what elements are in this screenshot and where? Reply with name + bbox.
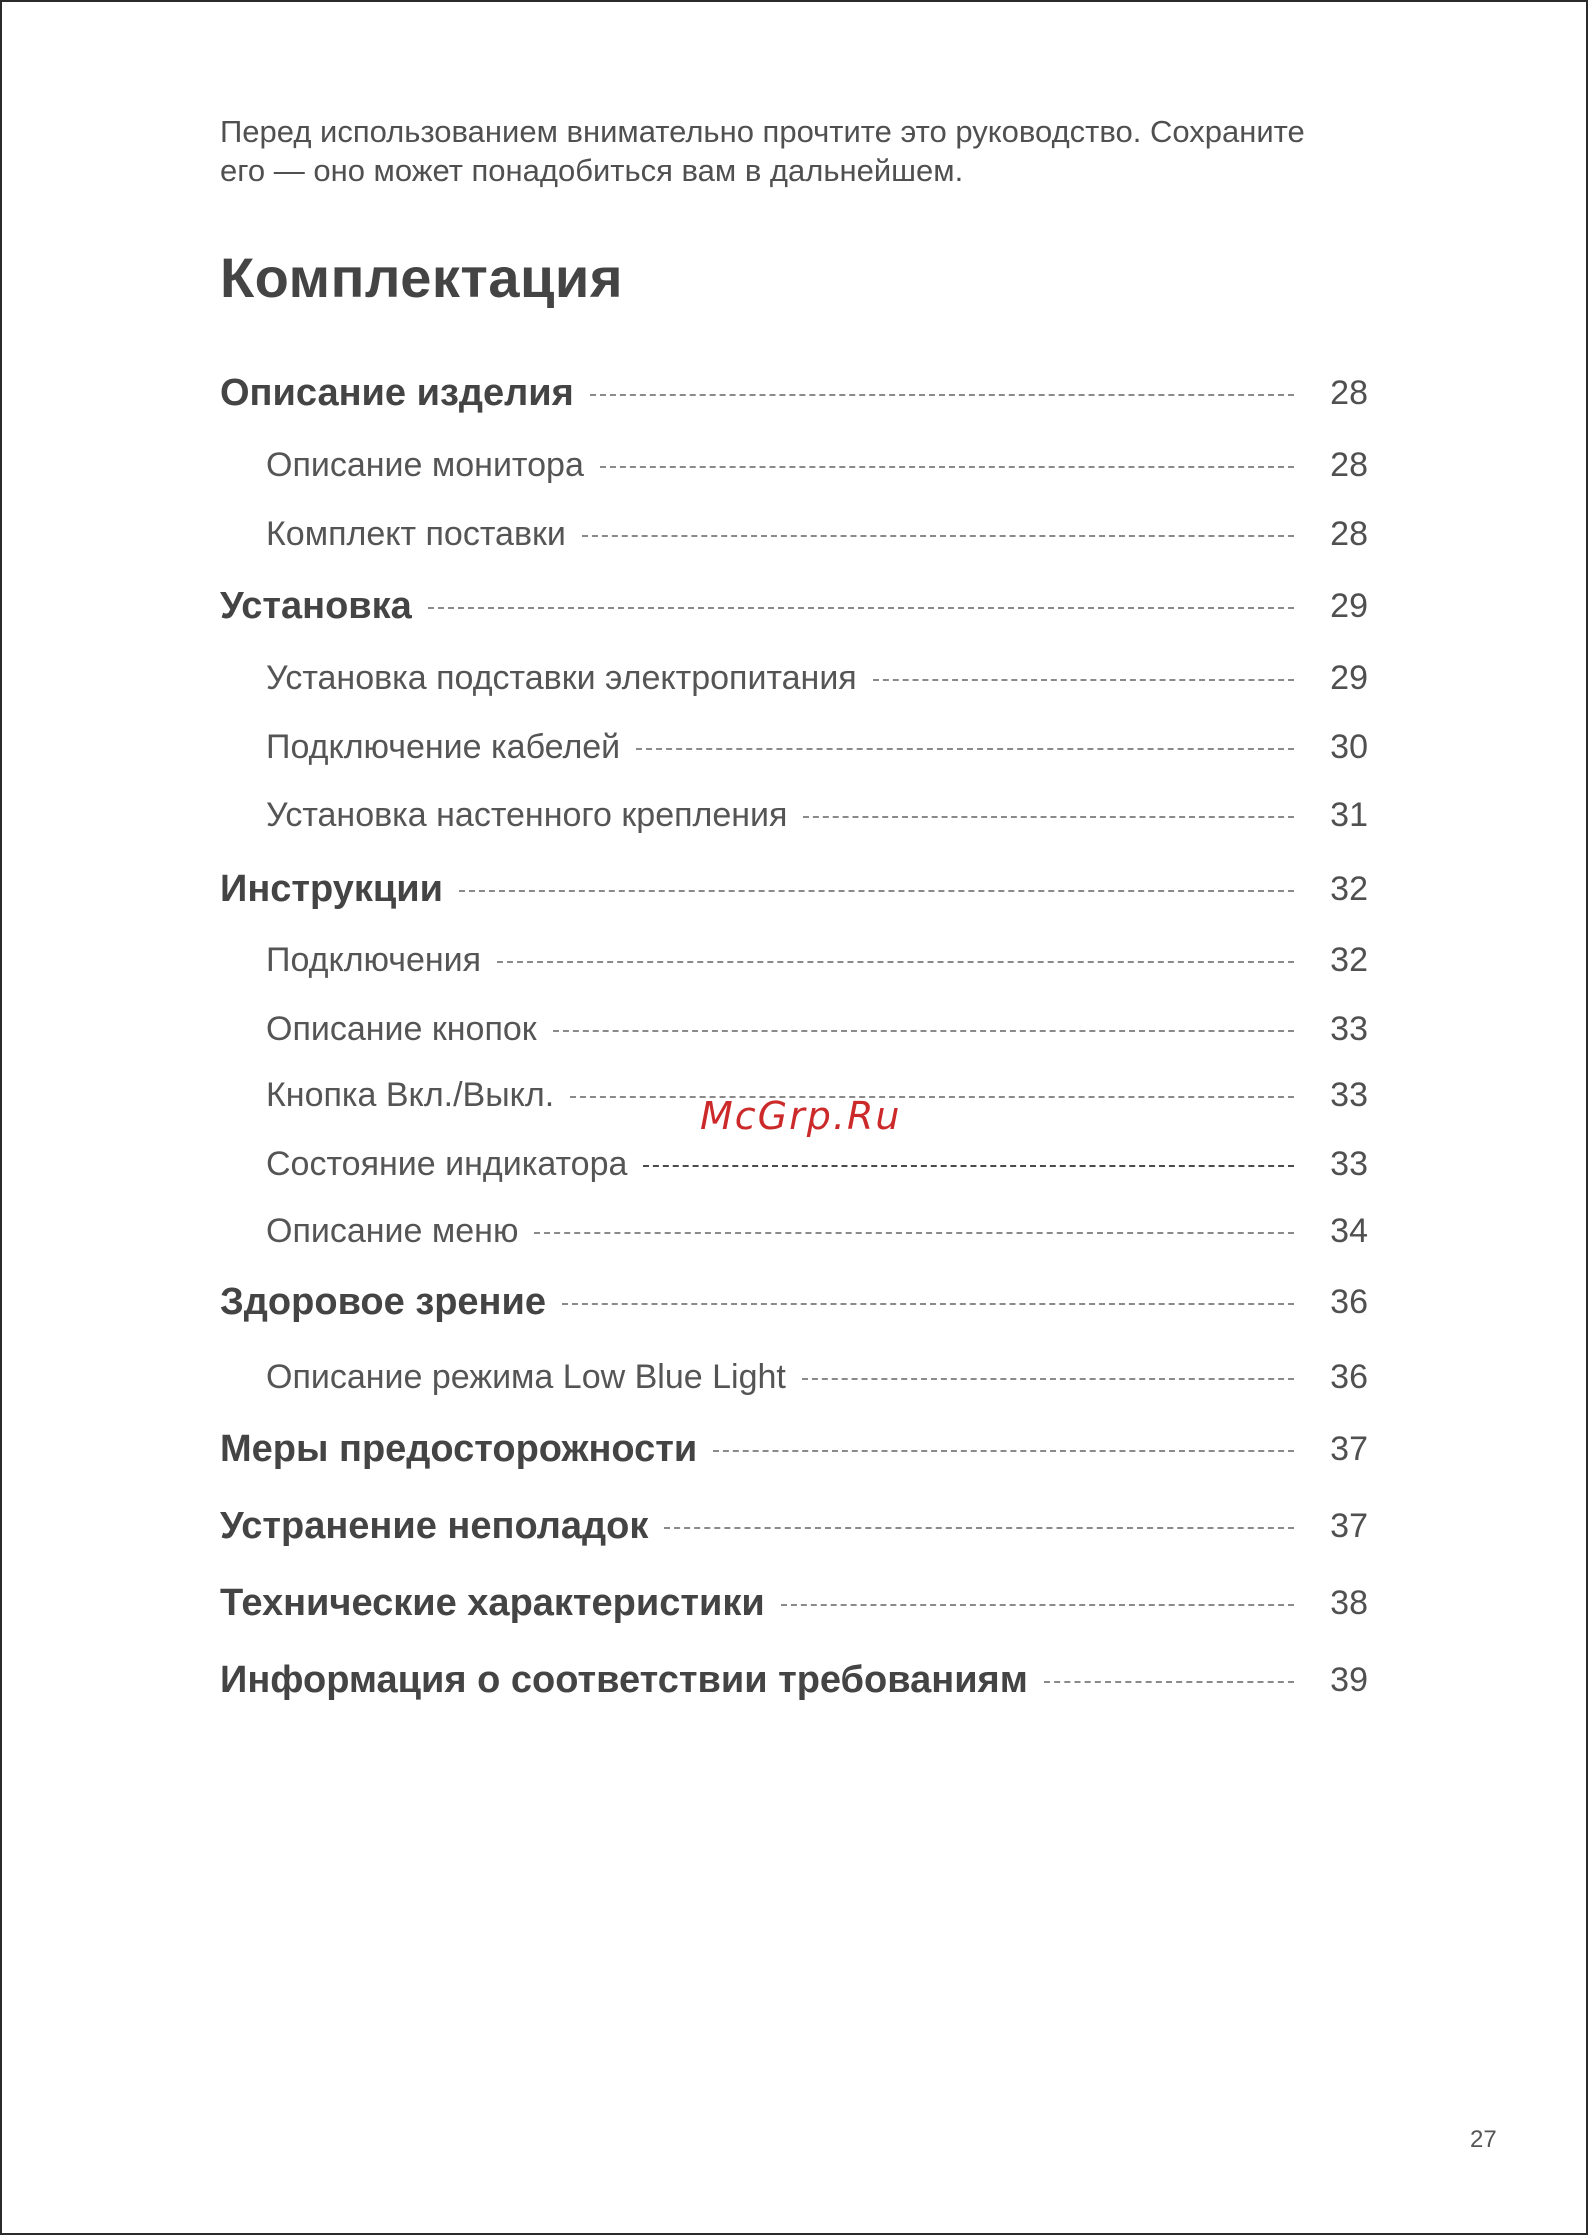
toc-entry-page: 36 [1330, 1357, 1368, 1396]
toc-entry-connections[interactable] [220, 935, 1368, 985]
toc-leader-dots [636, 748, 1294, 750]
toc-entry-label: Подключения [266, 940, 482, 979]
toc-leader-dots [781, 1604, 1294, 1606]
toc-entry-page: 38 [1330, 1583, 1368, 1622]
toc-leader-dots [562, 1303, 1294, 1305]
toc-entry-specifications[interactable] [220, 1578, 1368, 1628]
toc-entry-label: Кнопка Вкл./Выкл. [266, 1075, 555, 1114]
toc-leader-dots [600, 466, 1294, 468]
toc-entry-label: Состояние индикатора [266, 1144, 628, 1183]
toc-entry-safety-precautions[interactable] [220, 1424, 1368, 1474]
toc-entry-installation[interactable] [220, 581, 1368, 631]
watermark: McGrp.Ru [700, 1094, 902, 1138]
toc-entry-page: 36 [1330, 1282, 1368, 1321]
toc-entry-page: 28 [1330, 373, 1368, 412]
toc-entry-product-description[interactable] [220, 368, 1368, 418]
toc-leader-dots [459, 890, 1294, 892]
toc-entry-wall-mount[interactable] [220, 790, 1368, 840]
toc-entry-compliance-info[interactable] [220, 1655, 1368, 1705]
toc-entry-page: 29 [1330, 586, 1368, 625]
toc-entry-buttons-description[interactable] [220, 1004, 1368, 1054]
toc-entry-page: 31 [1330, 795, 1368, 834]
toc-entry-label: Комплект поставки [266, 514, 566, 553]
toc-leader-dots [1044, 1681, 1294, 1683]
toc-entry-page: 29 [1330, 658, 1368, 697]
toc-entry-low-blue-light[interactable] [220, 1352, 1368, 1402]
intro-line-1: Перед использованием внимательно прочтите это руководство. Сохраните [220, 114, 1305, 149]
toc-entry-label: Описание изделия [220, 371, 574, 414]
toc-leader-dots [873, 679, 1294, 681]
toc-entry-page: 30 [1330, 727, 1368, 766]
toc-entry-label: Здоровое зрение [220, 1280, 547, 1323]
toc-entry-page: 28 [1330, 514, 1368, 553]
toc-entry-label: Установка подставки электропитания [266, 658, 857, 697]
toc-entry-package-contents[interactable] [220, 509, 1368, 559]
toc-entry-label: Технические характеристики [220, 1581, 765, 1624]
intro-line-2: его — оно может понадобиться вам в дальнейшем. [220, 153, 964, 188]
toc-entry-stand-installation[interactable] [220, 653, 1368, 703]
page-title: Комплектация [220, 246, 624, 309]
toc-leader-dots [590, 394, 1294, 396]
toc-entry-monitor-description[interactable] [220, 440, 1368, 490]
toc-entry-label: Описание режима Low Blue Light [266, 1357, 786, 1396]
toc-entry-menu-description[interactable] [220, 1206, 1368, 1256]
toc-entry-page: 33 [1330, 1144, 1368, 1183]
toc-entry-healthy-vision[interactable] [220, 1277, 1368, 1327]
toc-entry-label: Меры предосторожности [220, 1427, 698, 1470]
toc-leader-dots [803, 816, 1294, 818]
toc-entry-page: 34 [1330, 1211, 1368, 1250]
toc-entry-label: Описание меню [266, 1211, 519, 1250]
toc-entry-label: Описание монитора [266, 445, 584, 484]
toc-entry-cable-connection[interactable] [220, 722, 1368, 772]
toc-leader-dots [713, 1450, 1294, 1452]
toc-leader-dots [802, 1378, 1294, 1380]
toc-entry-label: Устранение неполадок [220, 1504, 649, 1547]
toc-entry-indicator-status[interactable] [220, 1139, 1368, 1189]
toc-entry-label: Подключение кабелей [266, 727, 621, 766]
toc-entry-instructions[interactable] [220, 864, 1368, 914]
toc-leader-dots [497, 961, 1294, 963]
toc-entry-page: 37 [1330, 1429, 1368, 1468]
toc-entry-troubleshooting[interactable] [220, 1501, 1368, 1551]
toc-entry-label: Информация о соответствии требованиям [220, 1658, 1028, 1701]
toc-entry-page: 33 [1330, 1009, 1368, 1048]
toc-entry-page: 37 [1330, 1506, 1368, 1545]
toc-entry-label: Описание кнопок [266, 1009, 537, 1048]
toc-leader-dots [664, 1527, 1294, 1529]
toc-entry-label: Установка настенного крепления [266, 795, 788, 834]
toc-leader-dots [570, 1096, 1294, 1098]
toc-entry-page: 32 [1330, 940, 1368, 979]
page-number: 27 [1470, 2126, 1497, 2153]
toc-leader-dots [553, 1030, 1294, 1032]
toc-entry-page: 33 [1330, 1075, 1368, 1114]
toc-entry-page: 28 [1330, 445, 1368, 484]
intro-text [220, 112, 1380, 190]
toc-entry-page: 39 [1330, 1660, 1368, 1699]
toc-leader-dots [643, 1165, 1294, 1167]
toc-entry-page: 32 [1330, 869, 1368, 908]
toc-leader-dots [582, 535, 1294, 537]
toc-leader-dots [428, 607, 1294, 609]
toc-entry-label: Инструкции [220, 867, 443, 910]
toc-entry-label: Установка [220, 584, 412, 627]
toc-leader-dots [534, 1232, 1294, 1234]
